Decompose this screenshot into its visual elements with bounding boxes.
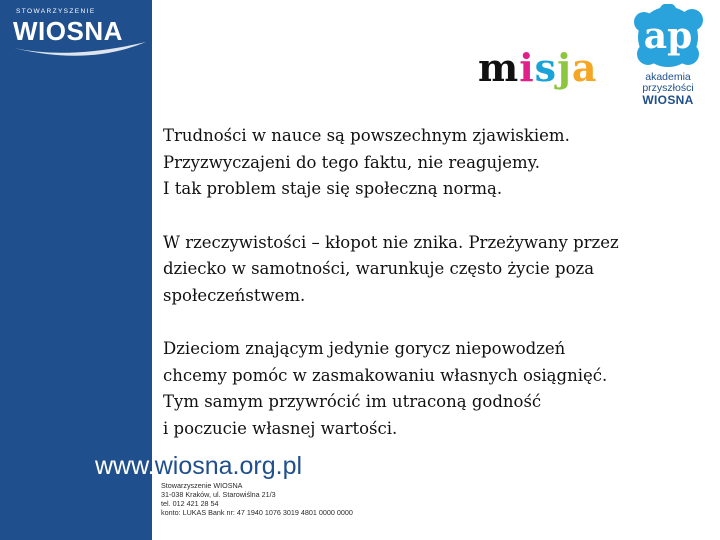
academy-line1: akademia [645, 71, 691, 83]
paragraph-line: Przyzwyczajeni do tego faktu, nie reagujemy. [163, 152, 541, 172]
swoosh-icon [8, 40, 148, 64]
url-domain: wiosna.org.pl [154, 452, 303, 480]
paragraph-line: W rzeczywistości – kłopot nie znika. Przeżywany przez [163, 232, 619, 252]
contact-org: Stowarzyszenie WIOSNA [161, 481, 243, 490]
paragraph-3 [163, 336, 708, 442]
title-letter-i: i [519, 45, 535, 90]
title-letter-a: a [571, 45, 598, 90]
contact-info [161, 481, 421, 517]
academy-line3: WIOSNA [642, 93, 694, 107]
wiosna-logo [8, 8, 148, 66]
paragraph-line: Trudności w nauce są powszechnym zjawiskiem. [163, 126, 570, 145]
title-letter-m: m [478, 45, 520, 90]
academy-logo [622, 2, 714, 114]
paragraph-line: Tym samym przywrócić im utraconą godność [163, 392, 542, 411]
academy-letters: ap [643, 15, 693, 57]
website-url[interactable] [95, 451, 302, 481]
paragraph-line: dziecko w samotności, warunkuje często życie poza [163, 259, 595, 278]
paragraph-1 [163, 123, 708, 203]
title-letter-s: s [534, 45, 558, 90]
paragraph-line: Dzieciom znającym jedynie gorycz niepowodzeń [163, 339, 566, 358]
brand-top-text: STOWARZYSZENIE [16, 8, 96, 15]
academy-line2: przyszłości [642, 82, 694, 94]
contact-phone: tel. 012 421 28 54 [161, 499, 219, 508]
paragraph-2 [163, 230, 708, 310]
paragraph-line: chcemy pomóc w zasmakowaniu własnych osiągnięć. [163, 365, 608, 385]
title-letter-j: j [557, 45, 572, 90]
paragraph-line: I tak problem staje się społeczną normą. [163, 179, 503, 198]
paragraph-line: i poczucie własnej wartości. [163, 418, 398, 438]
paragraph-line: społeczeństwem. [163, 285, 306, 305]
page-title [478, 44, 597, 92]
contact-bank-account: konto: LUKAS Bank nr: 47 1940 1076 3019 4801 0000 0000 [161, 508, 353, 517]
url-prefix: www. [95, 452, 155, 480]
brand-name: WIOSNA [13, 16, 123, 46]
academy-badge-icon [628, 4, 708, 70]
contact-address: 31-038 Kraków, ul. Starowiślna 21/3 [161, 490, 276, 499]
mission-text [163, 123, 708, 442]
